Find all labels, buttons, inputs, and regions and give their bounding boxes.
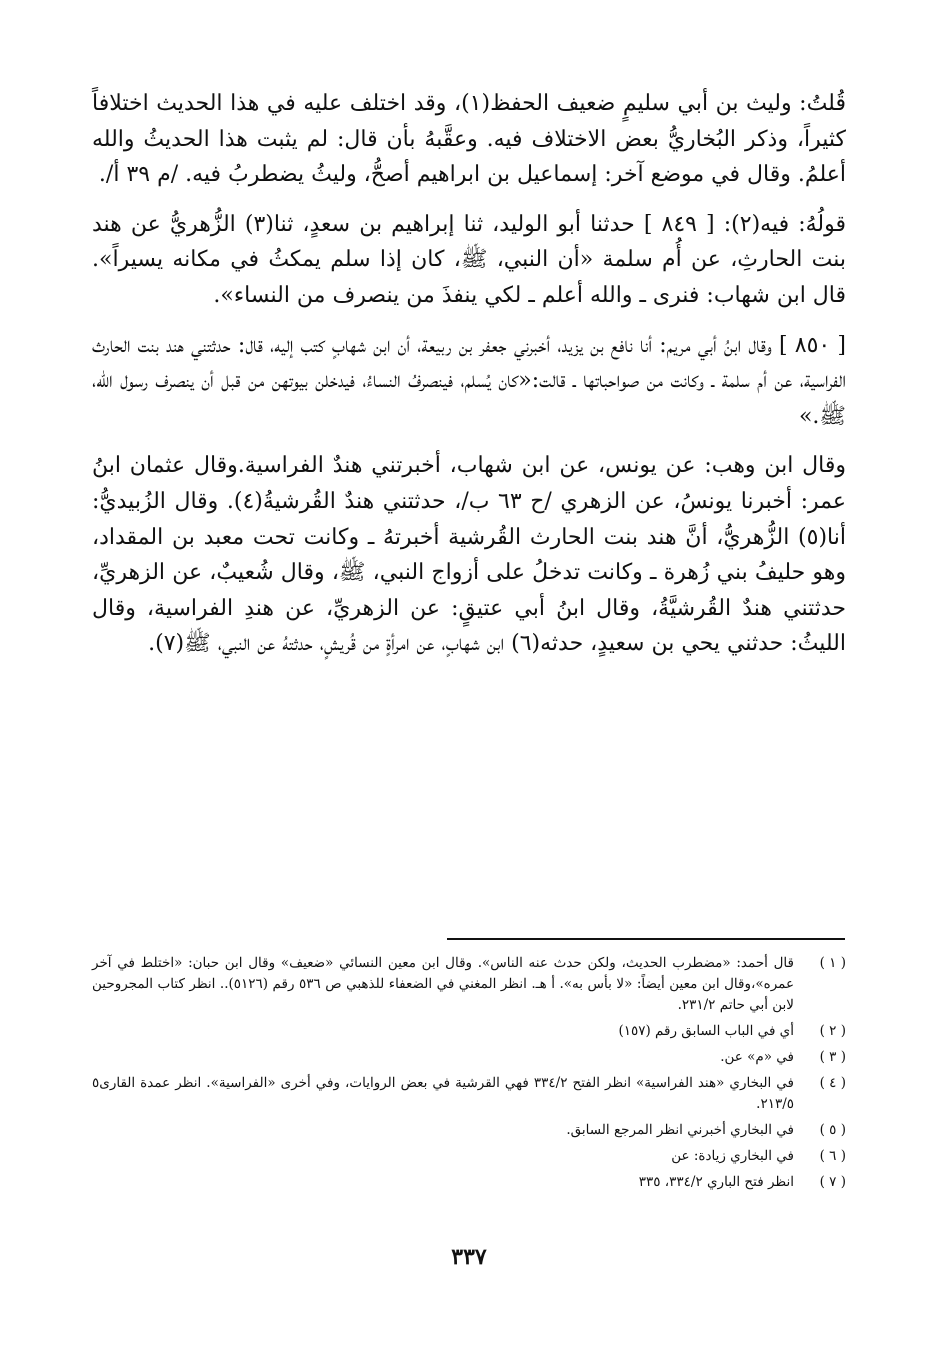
footnote-text: في البخاري «هند الفراسية» انظر الفتح ٣٣٤/٢ فهي القرشية في بعض الروايات، وفي أخرى «الفراسية». انظر عمدة القارى٥ ٢١٣/٥. [92, 1075, 794, 1112]
footnote-4 [92, 1073, 846, 1115]
paragraph-3: [ ٨٥٠ ] وقال ابنُ أبي مريم: أنا نافع بن يزيد، أخبرني جعفر بن ربيعة، أن ابن شهابٍ كتب إليه، قال: حدثتني هند بنت الحارث الفراسية، عن أم سلمة ـ وكانت من صواحباتها ـ قالت:«كان يُسلم، فينصرفُ النساءُ، فيدخلن بيوتهن من قبل أن ينصرف رسول الله، ﷺ.» [92, 332, 847, 429]
footnote-5 [92, 1120, 846, 1141]
footnote-separator [447, 938, 845, 940]
footnote-1 [92, 953, 846, 1016]
footnote-3 [92, 1047, 846, 1068]
footnote-number: ( ١ ) [819, 955, 846, 971]
footnote-2 [92, 1021, 846, 1042]
paragraph-1: قُلتُ: وليث بن أبي سليمٍ ضعيف الحفظ(١)، وقد اختلف عليه في هذا الحديث اختلافاً كثيراً، وذكر البُخاريُّ بعض الاختلاف فيه. وعقَّبهُ بأن قال: لم يثبت هذا الحديثُ والله أعلمُ. وقال في موضع آخر: إسماعيل بن ابراهيم أصحُّ، وليثُ يضطربُ فيه. /م ٣٩ أ/. [92, 91, 846, 188]
footnote-number: ( ٧ ) [819, 1174, 846, 1190]
footnote-text: انظر فتح الباري ٣٣٤/٢، ٣٣٥ [638, 1174, 794, 1190]
footnote-number: ( ٣ ) [819, 1049, 846, 1065]
footnote-text: في البخاري أخبرني انظر المرجع السابق. [566, 1122, 794, 1138]
main-text [92, 86, 846, 662]
footnote-text: قال أحمد: «مضطرب الحديث، ولكن حدث عنه الناس». وقال ابن معين النسائي «ضعيف» وقال ابن حبان: «اختلط في آخر عمره»،وقال ابن معين أيضاً: «لا بأس به». أ هـ. انظر المغني في الضعفاء للذهبي ص ٥٣٦ رقم (٥١٢٦).. انظر كتاب المجروحين لابن أبي حاتم ٢٣١/٢. [92, 955, 794, 1013]
footnote-text: في البخاري زيادة: عن [671, 1148, 794, 1164]
page-number: ٣٣٧ [451, 1244, 487, 1270]
footnote-number: ( ٢ ) [819, 1023, 846, 1039]
paragraph-2: قولُهُ: فيه(٢): [ ٨٤٩ ] حدثنا أبو الوليد، ثنا إبراهيم بن سعدٍ، ثنا(٣) الزُّهريُّ عن هند بنت الحارثِ، عن أُم سلمة «أن النبي، ﷺ، كان إذا سلم يمكثُ في مكانه يسيراً». قال ابن شهاب: فنرى ـ والله أعلم ـ لكي ينفذَ من ينصرف من النساء». [92, 211, 846, 308]
footnotes [92, 953, 846, 1198]
footnote-7 [92, 1172, 846, 1193]
footnote-number: ( ٥ ) [819, 1122, 846, 1138]
footnote-text: في «م» عن. [720, 1049, 794, 1065]
paragraph-4: وقال ابن وهب: عن يونس، عن ابن شهاب، أخبرتني هندٌ الفراسية.وقال عثمان ابنُ عمر: أخبرنا يونسُ، عن الزهري /ح ٦٣ ب/، حدثتني هندٌ القُرشيةُ(٤). وقال الزُبيديُّ: أنا(٥) الزُّهريُّ، أنَّ هند بنت الحارث القُرشية أخبرتهُ ـ وكانت تحت معبد بن المقداد، وهو حليفُ بني زُهرة ـ وكانت تدخلُ على أزواج النبي، ﷺ، وقال شُعيبٌ، عن الزهريِّ، حدثتني هندٌ القُرشيَّةُ، وقال ابنُ أبي عتيقٍ: عن الزهريِّ، عن هندِ الفراسية، وقال الليثُ: حدثني يحي بن سعيدٍ، حدثه(٦) ابن شهابٍ، عن امرأةٍ من قُريشٍ، حدثتهُ عن النبي، ﷺ(٧). [92, 453, 846, 657]
footnote-number: ( ٤ ) [819, 1075, 846, 1091]
footnote-number: ( ٦ ) [819, 1148, 846, 1164]
footnote-6 [92, 1146, 846, 1167]
footnote-text: أي في الباب السابق رقم (١٥٧) [618, 1023, 794, 1039]
